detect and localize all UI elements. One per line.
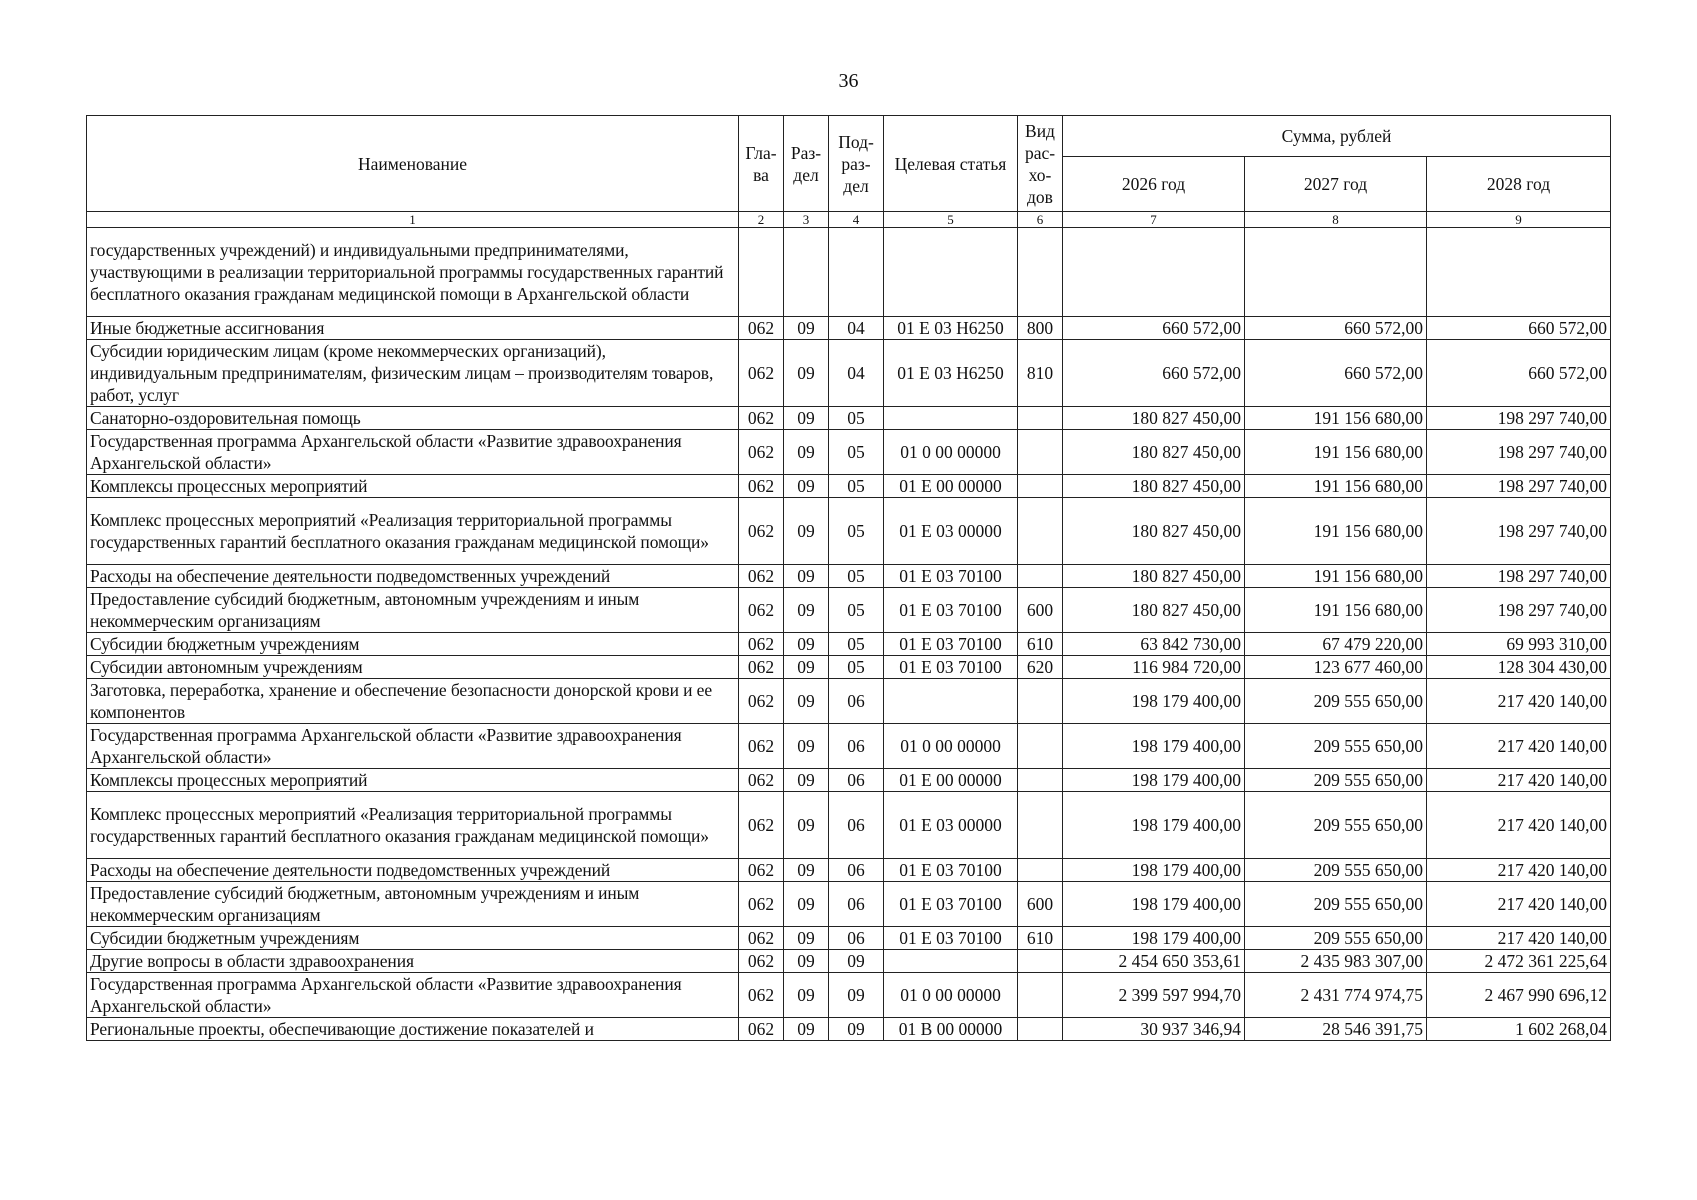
row-sum-2026: 63 842 730,00: [1063, 633, 1245, 656]
row-name: Государственная программа Архангельской области «Развитие здравоохранения Архангельской области»: [87, 973, 739, 1018]
table-row: [87, 430, 1611, 475]
row-subsection: 04: [829, 340, 884, 407]
column-number: 1: [87, 212, 739, 228]
table-row: [87, 565, 1611, 588]
column-number: 7: [1063, 212, 1245, 228]
row-chapter: 062: [739, 340, 784, 407]
row-target-article: [884, 228, 1018, 317]
row-sum-2028: 217 420 140,00: [1427, 882, 1611, 927]
row-subsection: 05: [829, 656, 884, 679]
row-expense-type: [1018, 475, 1063, 498]
row-sum-2026: 2 454 650 353,61: [1063, 950, 1245, 973]
row-section: 09: [784, 407, 829, 430]
row-section: 09: [784, 859, 829, 882]
row-sum-2028: 128 304 430,00: [1427, 656, 1611, 679]
row-section: 09: [784, 927, 829, 950]
row-subsection: 05: [829, 565, 884, 588]
row-sum-2027: 209 555 650,00: [1245, 882, 1427, 927]
header-section: Раз-дел: [784, 116, 829, 212]
row-chapter: 062: [739, 656, 784, 679]
row-sum-2028: 69 993 310,00: [1427, 633, 1611, 656]
row-target-article: 01 Е 03 00000: [884, 498, 1018, 565]
row-chapter: [739, 228, 784, 317]
row-sum-2026: 660 572,00: [1063, 340, 1245, 407]
row-subsection: 06: [829, 927, 884, 950]
row-sum-2028: 198 297 740,00: [1427, 498, 1611, 565]
row-sum-2028: 217 420 140,00: [1427, 859, 1611, 882]
row-chapter: 062: [739, 927, 784, 950]
row-expense-type: [1018, 679, 1063, 724]
row-name: Расходы на обеспечение деятельности подведомственных учреждений: [87, 859, 739, 882]
row-target-article: 01 В 00 00000: [884, 1018, 1018, 1041]
header-year-2026: 2026 год: [1063, 157, 1245, 212]
row-sum-2026: 30 937 346,94: [1063, 1018, 1245, 1041]
row-sum-2027: 191 156 680,00: [1245, 407, 1427, 430]
row-sum-2028: [1427, 228, 1611, 317]
table-row: [87, 679, 1611, 724]
row-target-article: 01 Е 03 70100: [884, 882, 1018, 927]
column-number: 5: [884, 212, 1018, 228]
row-sum-2026: 180 827 450,00: [1063, 565, 1245, 588]
row-subsection: 06: [829, 859, 884, 882]
header-subsection: Под-раз-дел: [829, 116, 884, 212]
header-year-2028: 2028 год: [1427, 157, 1611, 212]
column-number: 8: [1245, 212, 1427, 228]
row-sum-2027: 28 546 391,75: [1245, 1018, 1427, 1041]
row-name: Государственная программа Архангельской области «Развитие здравоохранения Архангельской области»: [87, 724, 739, 769]
row-chapter: 062: [739, 317, 784, 340]
table-row: [87, 633, 1611, 656]
row-expense-type: [1018, 228, 1063, 317]
row-sum-2028: 198 297 740,00: [1427, 588, 1611, 633]
table-row: [87, 656, 1611, 679]
column-number: 9: [1427, 212, 1611, 228]
row-target-article: 01 Е 03 70100: [884, 927, 1018, 950]
header-year-2027: 2027 год: [1245, 157, 1427, 212]
row-expense-type: [1018, 565, 1063, 588]
row-expense-type: [1018, 430, 1063, 475]
row-subsection: 05: [829, 407, 884, 430]
row-sum-2028: 198 297 740,00: [1427, 475, 1611, 498]
row-expense-type: [1018, 859, 1063, 882]
row-section: 09: [784, 973, 829, 1018]
row-name: Другие вопросы в области здравоохранения: [87, 950, 739, 973]
row-sum-2027: 191 156 680,00: [1245, 588, 1427, 633]
row-subsection: 09: [829, 950, 884, 973]
row-subsection: 06: [829, 679, 884, 724]
row-chapter: 062: [739, 792, 784, 859]
row-subsection: 04: [829, 317, 884, 340]
row-target-article: 01 Е 00 00000: [884, 769, 1018, 792]
row-subsection: 06: [829, 769, 884, 792]
row-sum-2026: 116 984 720,00: [1063, 656, 1245, 679]
row-sum-2026: 180 827 450,00: [1063, 407, 1245, 430]
row-sum-2026: 660 572,00: [1063, 317, 1245, 340]
table-row: [87, 882, 1611, 927]
row-sum-2028: 2 467 990 696,12: [1427, 973, 1611, 1018]
header-expense-type: Вид рас-хо-дов: [1018, 116, 1063, 212]
row-sum-2028: 217 420 140,00: [1427, 792, 1611, 859]
row-chapter: 062: [739, 950, 784, 973]
row-sum-2028: 660 572,00: [1427, 340, 1611, 407]
table-row: [87, 859, 1611, 882]
row-expense-type: 810: [1018, 340, 1063, 407]
row-subsection: 06: [829, 882, 884, 927]
row-sum-2026: 2 399 597 994,70: [1063, 973, 1245, 1018]
row-expense-type: [1018, 973, 1063, 1018]
row-sum-2027: 209 555 650,00: [1245, 792, 1427, 859]
row-expense-type: [1018, 1018, 1063, 1041]
table-row: [87, 588, 1611, 633]
row-sum-2026: 198 179 400,00: [1063, 769, 1245, 792]
row-target-article: 01 Е 03 70100: [884, 859, 1018, 882]
row-target-article: 01 0 00 00000: [884, 430, 1018, 475]
row-section: 09: [784, 430, 829, 475]
row-sum-2027: 2 435 983 307,00: [1245, 950, 1427, 973]
row-chapter: 062: [739, 498, 784, 565]
row-target-article: 01 Е 03 70100: [884, 588, 1018, 633]
row-subsection: 05: [829, 475, 884, 498]
row-name: Предоставление субсидий бюджетным, автономным учреждениям и иным некоммерческим организациям: [87, 882, 739, 927]
row-name: Субсидии бюджетным учреждениям: [87, 633, 739, 656]
row-sum-2028: 217 420 140,00: [1427, 724, 1611, 769]
row-name: Комплексы процессных мероприятий: [87, 475, 739, 498]
column-number: 6: [1018, 212, 1063, 228]
row-subsection: 05: [829, 430, 884, 475]
row-name: Комплекс процессных мероприятий «Реализация территориальной программы государственных гарантий бесплатного оказания гражданам медицинской помощи»: [87, 792, 739, 859]
header-target-article: Целевая статья: [884, 116, 1018, 212]
row-subsection: [829, 228, 884, 317]
row-sum-2026: 198 179 400,00: [1063, 927, 1245, 950]
row-sum-2026: 180 827 450,00: [1063, 498, 1245, 565]
row-sum-2027: 2 431 774 974,75: [1245, 973, 1427, 1018]
row-expense-type: 800: [1018, 317, 1063, 340]
row-sum-2028: 1 602 268,04: [1427, 1018, 1611, 1041]
row-section: 09: [784, 633, 829, 656]
row-name: Санаторно-оздоровительная помощь: [87, 407, 739, 430]
row-section: 09: [784, 656, 829, 679]
row-target-article: 01 0 00 00000: [884, 724, 1018, 769]
row-section: 09: [784, 565, 829, 588]
table-body: [87, 228, 1611, 1041]
row-subsection: 05: [829, 633, 884, 656]
row-chapter: 062: [739, 882, 784, 927]
table-row: [87, 1018, 1611, 1041]
row-sum-2027: 209 555 650,00: [1245, 927, 1427, 950]
row-section: 09: [784, 317, 829, 340]
table-row: [87, 228, 1611, 317]
row-sum-2028: 198 297 740,00: [1427, 430, 1611, 475]
row-section: 09: [784, 498, 829, 565]
row-expense-type: [1018, 792, 1063, 859]
row-sum-2027: [1245, 228, 1427, 317]
row-section: 09: [784, 792, 829, 859]
row-target-article: [884, 407, 1018, 430]
row-section: 09: [784, 679, 829, 724]
header-sum: Сумма, рублей: [1063, 116, 1611, 157]
row-expense-type: [1018, 407, 1063, 430]
row-expense-type: 600: [1018, 588, 1063, 633]
row-subsection: 09: [829, 973, 884, 1018]
row-name: Иные бюджетные ассигнования: [87, 317, 739, 340]
row-target-article: 01 0 00 00000: [884, 973, 1018, 1018]
row-name: Комплексы процессных мероприятий: [87, 769, 739, 792]
row-chapter: 062: [739, 859, 784, 882]
row-sum-2027: 209 555 650,00: [1245, 769, 1427, 792]
row-subsection: 09: [829, 1018, 884, 1041]
row-expense-type: [1018, 769, 1063, 792]
row-sum-2027: 67 479 220,00: [1245, 633, 1427, 656]
row-section: 09: [784, 769, 829, 792]
row-section: 09: [784, 882, 829, 927]
row-target-article: 01 Е 03 Н6250: [884, 317, 1018, 340]
table-row: [87, 950, 1611, 973]
row-sum-2026: [1063, 228, 1245, 317]
row-section: 09: [784, 475, 829, 498]
row-sum-2028: 217 420 140,00: [1427, 927, 1611, 950]
row-sum-2028: 198 297 740,00: [1427, 565, 1611, 588]
column-number: 2: [739, 212, 784, 228]
row-name: Субсидии юридическим лицам (кроме некоммерческих организаций), индивидуальным предпринимателям, физическим лицам – производителям товаров, работ, услуг: [87, 340, 739, 407]
row-target-article: 01 Е 03 Н6250: [884, 340, 1018, 407]
row-chapter: 062: [739, 769, 784, 792]
budget-table: [86, 115, 1611, 1041]
column-numbers-row: [87, 212, 1611, 228]
table-row: [87, 340, 1611, 407]
row-subsection: 06: [829, 724, 884, 769]
row-sum-2027: 191 156 680,00: [1245, 430, 1427, 475]
row-subsection: 05: [829, 498, 884, 565]
row-expense-type: 610: [1018, 927, 1063, 950]
row-section: [784, 228, 829, 317]
table-row: [87, 927, 1611, 950]
row-chapter: 062: [739, 430, 784, 475]
table-row: [87, 792, 1611, 859]
row-chapter: 062: [739, 565, 784, 588]
row-expense-type: 610: [1018, 633, 1063, 656]
row-sum-2026: 180 827 450,00: [1063, 475, 1245, 498]
row-chapter: 062: [739, 679, 784, 724]
column-number: 3: [784, 212, 829, 228]
row-sum-2026: 198 179 400,00: [1063, 859, 1245, 882]
row-sum-2028: 217 420 140,00: [1427, 679, 1611, 724]
row-chapter: 062: [739, 588, 784, 633]
row-name: Государственная программа Архангельской области «Развитие здравоохранения Архангельской области»: [87, 430, 739, 475]
row-section: 09: [784, 724, 829, 769]
row-sum-2028: 198 297 740,00: [1427, 407, 1611, 430]
row-chapter: 062: [739, 973, 784, 1018]
row-sum-2026: 198 179 400,00: [1063, 882, 1245, 927]
row-sum-2027: 191 156 680,00: [1245, 565, 1427, 588]
table-row: [87, 475, 1611, 498]
row-expense-type: [1018, 724, 1063, 769]
row-subsection: 06: [829, 792, 884, 859]
row-sum-2028: 660 572,00: [1427, 317, 1611, 340]
row-sum-2027: 123 677 460,00: [1245, 656, 1427, 679]
row-sum-2026: 198 179 400,00: [1063, 724, 1245, 769]
row-chapter: 062: [739, 475, 784, 498]
page-number: 36: [838, 70, 859, 92]
row-name: Предоставление субсидий бюджетным, автономным учреждениям и иным некоммерческим организациям: [87, 588, 739, 633]
row-sum-2027: 209 555 650,00: [1245, 724, 1427, 769]
row-sum-2027: 660 572,00: [1245, 317, 1427, 340]
row-name: Субсидии бюджетным учреждениям: [87, 927, 739, 950]
row-target-article: [884, 950, 1018, 973]
row-expense-type: 600: [1018, 882, 1063, 927]
header-chapter: Гла-ва: [739, 116, 784, 212]
row-sum-2027: 209 555 650,00: [1245, 859, 1427, 882]
row-name: Комплекс процессных мероприятий «Реализация территориальной программы государственных гарантий бесплатного оказания гражданам медицинской помощи»: [87, 498, 739, 565]
table-row: [87, 407, 1611, 430]
row-expense-type: [1018, 498, 1063, 565]
row-sum-2026: 180 827 450,00: [1063, 588, 1245, 633]
row-chapter: 062: [739, 1018, 784, 1041]
row-section: 09: [784, 340, 829, 407]
row-subsection: 05: [829, 588, 884, 633]
row-sum-2026: 198 179 400,00: [1063, 792, 1245, 859]
column-number: 4: [829, 212, 884, 228]
row-name: Расходы на обеспечение деятельности подведомственных учреждений: [87, 565, 739, 588]
table-row: [87, 317, 1611, 340]
row-sum-2027: 209 555 650,00: [1245, 679, 1427, 724]
header-name: Наименование: [87, 116, 739, 212]
row-section: 09: [784, 588, 829, 633]
table-row: [87, 724, 1611, 769]
row-target-article: 01 Е 03 70100: [884, 656, 1018, 679]
table-row: [87, 769, 1611, 792]
row-target-article: 01 Е 03 70100: [884, 633, 1018, 656]
row-chapter: 062: [739, 407, 784, 430]
row-target-article: 01 Е 03 70100: [884, 565, 1018, 588]
row-sum-2027: 191 156 680,00: [1245, 498, 1427, 565]
row-sum-2027: 660 572,00: [1245, 340, 1427, 407]
row-sum-2026: 180 827 450,00: [1063, 430, 1245, 475]
row-name: Заготовка, переработка, хранение и обеспечение безопасности донорской крови и ее компонентов: [87, 679, 739, 724]
row-name: государственных учреждений) и индивидуальными предпринимателями, участвующими в реализации территориальной программы государственных гарантий бесплатного оказания гражданам медицинской помощи в Архангельской области: [87, 228, 739, 317]
row-sum-2028: 2 472 361 225,64: [1427, 950, 1611, 973]
row-name: Субсидии автономным учреждениям: [87, 656, 739, 679]
row-section: 09: [784, 1018, 829, 1041]
row-target-article: 01 Е 03 00000: [884, 792, 1018, 859]
row-expense-type: [1018, 950, 1063, 973]
table-row: [87, 498, 1611, 565]
row-sum-2027: 191 156 680,00: [1245, 475, 1427, 498]
row-sum-2026: 198 179 400,00: [1063, 679, 1245, 724]
table-row: [87, 973, 1611, 1018]
row-chapter: 062: [739, 633, 784, 656]
row-sum-2028: 217 420 140,00: [1427, 769, 1611, 792]
row-target-article: 01 Е 00 00000: [884, 475, 1018, 498]
row-section: 09: [784, 950, 829, 973]
row-target-article: [884, 679, 1018, 724]
row-expense-type: 620: [1018, 656, 1063, 679]
row-chapter: 062: [739, 724, 784, 769]
row-name: Региональные проекты, обеспечивающие достижение показателей и: [87, 1018, 739, 1041]
